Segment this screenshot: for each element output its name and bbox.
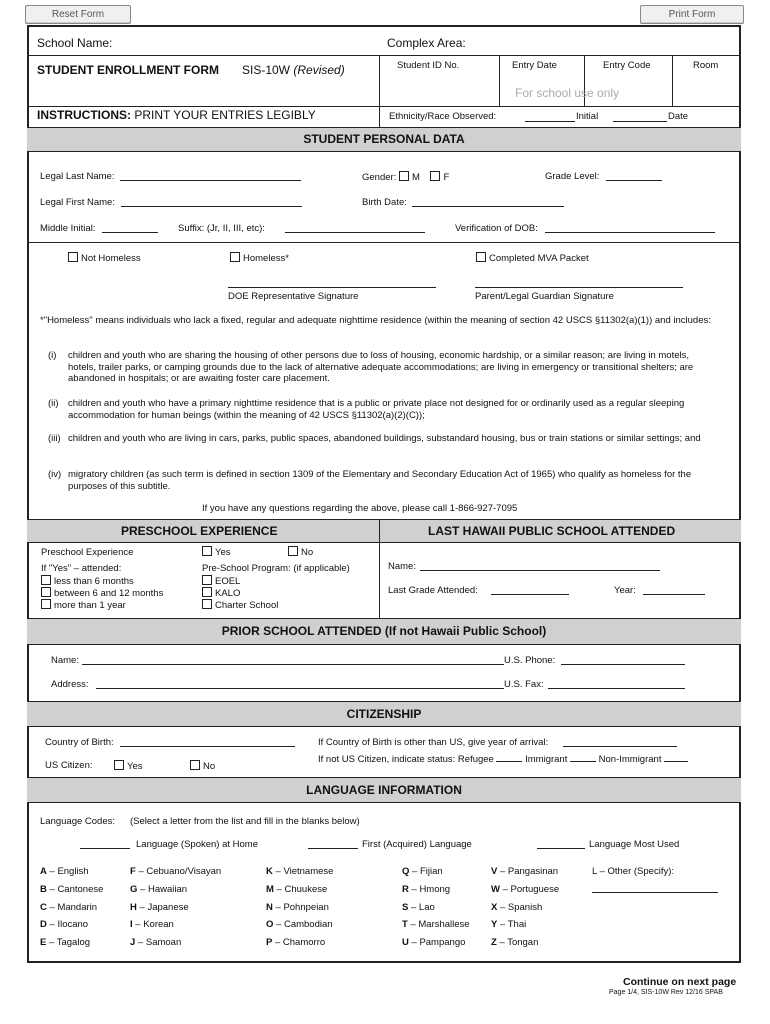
gender-f-checkbox[interactable] — [430, 171, 440, 181]
language-code-item: I – Korean — [130, 919, 174, 930]
last-grade-label: Last Grade Attended: — [388, 585, 478, 596]
language-code-item: Z – Tongan — [491, 937, 539, 948]
eoel-checkbox[interactable] — [202, 575, 212, 585]
gender-m-checkbox[interactable] — [399, 171, 409, 181]
last-grade-input[interactable] — [491, 594, 569, 595]
language-codes-instr: (Select a letter from the list and fill in the blanks below) — [130, 816, 360, 827]
spoken-label: Language (Spoken) at Home — [136, 839, 258, 850]
doe-signature-line[interactable] — [228, 287, 436, 288]
section-citizenship: CITIZENSHIP — [27, 701, 741, 727]
citizen-no-option[interactable]: No — [190, 760, 215, 772]
spoken-input[interactable] — [80, 848, 130, 849]
program-label: Pre-School Program: (if applicable) — [202, 563, 350, 574]
kalo-option[interactable]: KALO — [202, 587, 240, 599]
school-name-label: School Name: — [37, 36, 113, 50]
kalo-checkbox[interactable] — [202, 587, 212, 597]
def-num-2: (ii) — [48, 398, 59, 409]
parent-signature-label: Parent/Legal Guardian Signature — [475, 291, 614, 302]
section-prior-school: PRIOR SCHOOL ATTENDED (If not Hawaii Public School) — [27, 618, 741, 645]
def-num-3: (iii) — [48, 433, 61, 444]
middle-initial-label: Middle Initial: — [40, 223, 96, 234]
citizen-yes-option[interactable]: Yes — [114, 760, 143, 772]
less-6-option[interactable]: less than 6 months — [41, 575, 134, 587]
school-use-note: For school use only — [515, 86, 620, 100]
language-code-item: W – Portuguese — [491, 884, 560, 895]
most-used-label: Language Most Used — [589, 839, 680, 850]
grade-label: Grade Level: — [545, 171, 600, 182]
language-code-item: Y – Thai — [491, 919, 527, 930]
mva-checkbox[interactable] — [476, 252, 486, 262]
year-arrival-label: If Country of Birth is other than US, give year of arrival: — [318, 737, 549, 748]
prior-address-label: Address: — [51, 679, 89, 690]
citizen-yes-checkbox[interactable] — [114, 760, 124, 770]
language-code-item: C – Mandarin — [40, 902, 98, 913]
last-school-name-input[interactable] — [420, 570, 660, 571]
more-1-checkbox[interactable] — [41, 599, 51, 609]
prior-fax-input[interactable] — [548, 688, 685, 689]
language-code-item: V – Pangasinan — [491, 866, 559, 877]
student-id-label: Student ID No. — [397, 60, 460, 71]
language-code-item: P – Chamorro — [266, 937, 326, 948]
mva-option[interactable]: Completed MVA Packet — [476, 252, 589, 264]
language-code-item: X – Spanish — [491, 902, 543, 913]
eoel-option[interactable]: EOEL — [202, 575, 240, 587]
instructions: INSTRUCTIONS: PRINT YOUR ENTRIES LEGIBLY — [37, 108, 316, 122]
charter-option[interactable]: Charter School — [202, 599, 278, 611]
language-code-item: N – Pohnpeian — [266, 902, 329, 913]
last-year-label: Year: — [614, 585, 636, 596]
language-code-item: T – Marshallese — [402, 919, 470, 930]
prior-name-label: Name: — [51, 655, 79, 666]
homeless-option[interactable]: Homeless* — [230, 252, 289, 264]
legal-last-label: Legal Last Name: — [40, 171, 115, 182]
section-preschool: PRESCHOOL EXPERIENCE — [121, 524, 278, 538]
form-code: SIS-10W (Revised) — [242, 63, 345, 77]
last-year-input[interactable] — [643, 594, 705, 595]
section-personal-data: STUDENT PERSONAL DATA — [27, 127, 741, 152]
form-title: STUDENT ENROLLMENT FORM — [37, 63, 219, 77]
prior-address-input[interactable] — [96, 688, 504, 689]
def-num-4: (iv) — [48, 469, 62, 480]
language-code-item: G – Hawaiian — [130, 884, 188, 895]
ethnicity-label: Ethnicity/Race Observed: — [389, 111, 497, 122]
initial-label: Initial — [576, 111, 599, 122]
last-school-name-label: Name: — [388, 561, 416, 572]
less-6-checkbox[interactable] — [41, 575, 51, 585]
room-label: Room — [693, 60, 719, 71]
between-6-12-option[interactable]: between 6 and 12 months — [41, 587, 163, 599]
other-language-label: L – Other (Specify): — [592, 866, 675, 877]
year-arrival-input[interactable] — [563, 746, 677, 747]
section-language: LANGUAGE INFORMATION — [27, 777, 741, 803]
entry-code-label: Entry Code — [603, 60, 651, 71]
language-codes-label: Language Codes: — [40, 816, 116, 827]
preschool-no-checkbox[interactable] — [288, 546, 298, 556]
suffix-label: Suffix: (Jr, II, III, etc): — [178, 223, 265, 234]
preschool-yes-option[interactable]: Yes — [202, 546, 231, 558]
birth-date-label: Birth Date: — [362, 197, 407, 208]
def-text-3: children and youth who are living in cars, parks, public spaces, abandoned buildings, substandard housing, bus or train stations or similar settings; and — [68, 433, 701, 444]
birth-date-input[interactable] — [412, 206, 564, 207]
country-birth-input[interactable] — [120, 746, 295, 747]
language-code-item: F – Cebuano/Visayan — [130, 866, 222, 877]
language-code-item: M – Chuukese — [266, 884, 328, 895]
more-1-option[interactable]: more than 1 year — [41, 599, 126, 611]
language-code-item: S – Lao — [402, 902, 435, 913]
prior-name-input[interactable] — [82, 664, 504, 665]
country-birth-label: Country of Birth: — [45, 737, 114, 748]
us-citizen-label: US Citizen: — [45, 760, 93, 771]
grade-input[interactable] — [606, 180, 662, 181]
continue-note: Continue on next page — [623, 976, 737, 988]
reset-form-button[interactable]: Reset Form — [25, 5, 131, 24]
suffix-input[interactable] — [285, 232, 425, 233]
between-6-12-checkbox[interactable] — [41, 587, 51, 597]
parent-signature-line[interactable] — [475, 287, 683, 288]
def-text-2: children and youth who have a primary nighttime residence that is a public or private place not designed for or ordinarily used as a regular sleeping accommodation for human beings (within the meaning of 42 USCS §11302(a)(2)(C)); — [68, 398, 685, 421]
language-code-item: O – Cambodian — [266, 919, 333, 930]
print-form-button[interactable]: Print Form — [640, 5, 744, 24]
entry-date-label: Entry Date — [512, 60, 557, 71]
citizen-no-checkbox[interactable] — [190, 760, 200, 770]
def-num-1: (i) — [48, 350, 57, 361]
section-last-school: LAST HAWAII PUBLIC SCHOOL ATTENDED — [428, 524, 676, 538]
complex-area-label: Complex Area: — [387, 36, 466, 50]
verification-label: Verification of DOB: — [455, 223, 538, 234]
preschool-experience-label: Preschool Experience — [41, 547, 134, 558]
language-code-item: D – Ilocano — [40, 919, 89, 930]
legal-last-input[interactable] — [120, 180, 301, 181]
most-used-input[interactable] — [537, 848, 585, 849]
language-code-item: A – English — [40, 866, 89, 877]
verification-input[interactable] — [545, 232, 715, 233]
gender-label: Gender: M F — [362, 172, 450, 183]
if-yes-label: If "Yes" – attended: — [41, 563, 122, 574]
prior-phone-label: U.S. Phone: — [504, 655, 556, 666]
not-homeless-checkbox[interactable] — [68, 252, 78, 262]
doe-signature-label: DOE Representative Signature — [228, 291, 359, 302]
first-language-label: First (Acquired) Language — [362, 839, 472, 850]
language-code-item: U – Pampango — [402, 937, 466, 948]
preschool-no-option[interactable]: No — [288, 546, 313, 558]
language-code-item: B – Cantonese — [40, 884, 104, 895]
language-code-item: J – Samoan — [130, 937, 182, 948]
language-code-item: Q – Fijian — [402, 866, 443, 877]
language-code-item: K – Vietnamese — [266, 866, 334, 877]
prior-phone-input[interactable] — [561, 664, 685, 665]
homeless-definition: *"Homeless" means individuals who lack a fixed, regular and adequate nighttime residence (within the meaning of section 42 USCS §11302(a)(1)) and includes: — [40, 315, 711, 326]
language-code-item: H – Japanese — [130, 902, 189, 913]
legal-first-label: Legal First Name: — [40, 197, 115, 208]
def-text-1: children and youth who are sharing the housing of other persons due to loss of housing, economic hardship, or a similar reason; are living in motels, hotels, trailer parks, or camping grounds due to the lack of alternative adequate accommodations; are living in emergency or transitional shelters; are abandoned in hospitals; or are awaiting foster care placement. — [68, 350, 694, 384]
first-language-input[interactable] — [308, 848, 358, 849]
charter-checkbox[interactable] — [202, 599, 212, 609]
prior-fax-label: U.S. Fax: — [504, 679, 544, 690]
page-info: Page 1/4, SIS-10W Rev 12/16 SPAB — [609, 989, 723, 996]
questions-line: If you have any questions regarding the above, please call 1-866-927-7095 — [202, 503, 518, 514]
status-line: If not US Citizen, indicate status: Refugee Immigrant Non-Immigrant — [318, 754, 688, 765]
language-code-item: E – Tagalog — [40, 937, 91, 948]
language-code-item: R – Hmong — [402, 884, 451, 895]
date-label: Date — [668, 111, 689, 122]
legal-first-input[interactable] — [121, 206, 302, 207]
preschool-yes-checkbox[interactable] — [202, 546, 212, 556]
other-language-input[interactable] — [592, 892, 718, 893]
middle-initial-input[interactable] — [102, 232, 158, 233]
homeless-checkbox[interactable] — [230, 252, 240, 262]
not-homeless-option[interactable]: Not Homeless — [68, 252, 141, 264]
def-text-4: migratory children (as such term is defined in section 1309 of the Elementary and Secondary Education Act of 1965) who qualify as homeless for the purposes of this subtitle. — [68, 469, 692, 492]
